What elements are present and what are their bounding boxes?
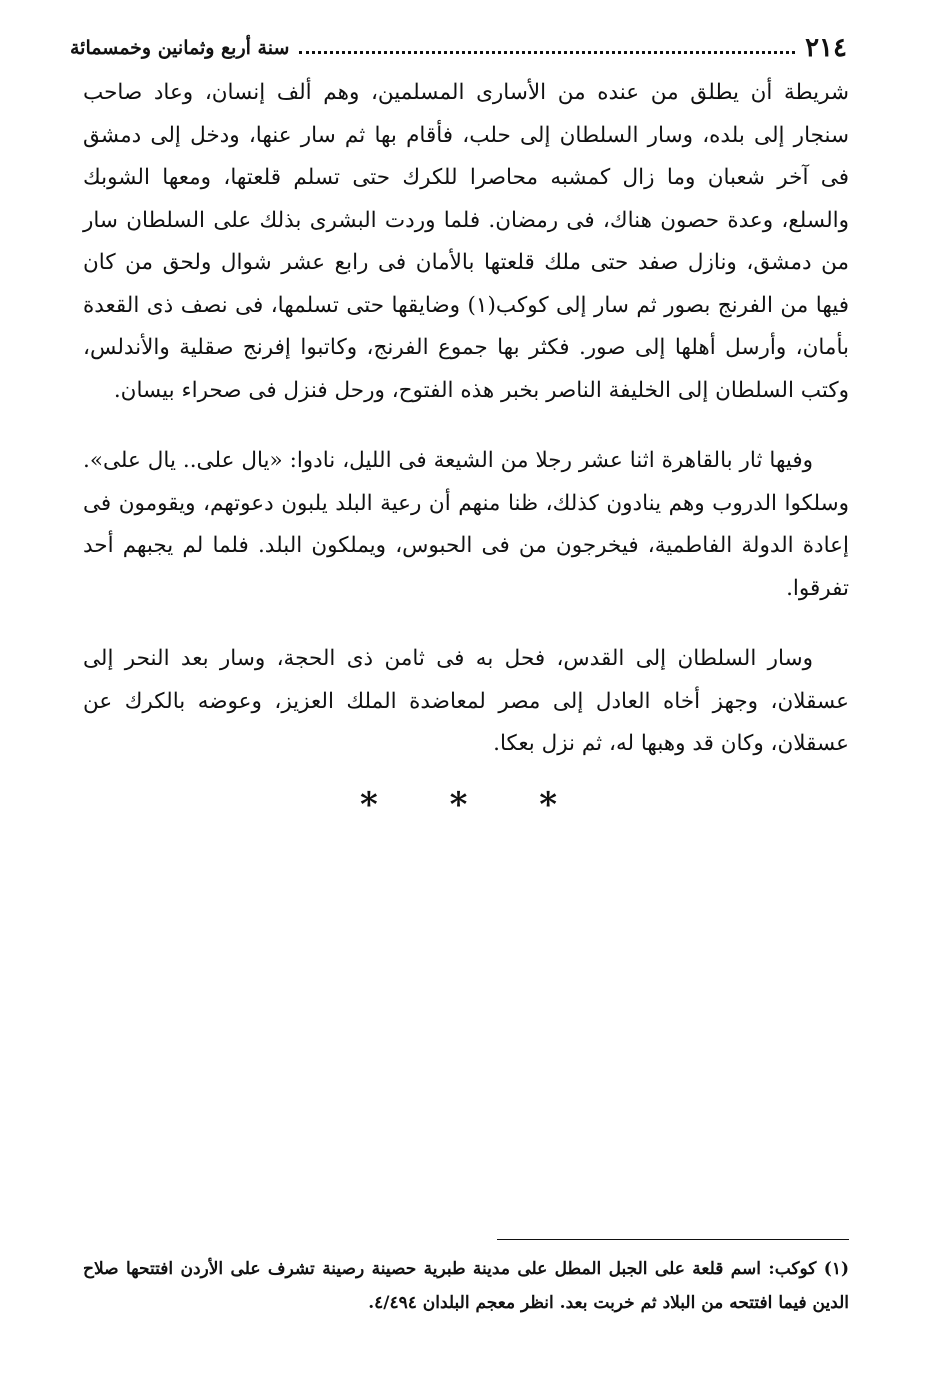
- page-header: [70, 28, 847, 68]
- running-title: سنة أربع وثمانين وخمسمائة: [70, 37, 290, 59]
- body-text: [83, 72, 849, 794]
- paragraph-2: وفيها ثار بالقاهرة اثنا عشر رجلا من الشيعة فى الليل، نادوا: «يال على.. يال على». وسلكوا الدروب وهم ينادون كذلك، ظنا منهم أن رعية البلد يلبون دعوتهم، ويقومون فى إعادة الدولة الفاطمية، فيخرجون من فى الحبوس، ويملكون البلد. فلما لم يجبهم أحد تفرقوا.: [83, 448, 849, 601]
- paragraph-3: وسار السلطان إلى القدس، فحل به فى ثامن ذى الحجة، وسار بعد النحر إلى عسقلان، وجهز أخاه العادل إلى مصر لمعاضدة الملك العزيز، وعوضه بالكرك عن عسقلان، وكان قد وهبها له، ثم نزل بعكا.: [83, 646, 849, 756]
- section-separator: * * *: [359, 785, 587, 825]
- footnote: [83, 1252, 849, 1320]
- footnote-text: (١) كوكب: اسم قلعة على الجبل المطل على مدينة طبرية حصينة رصينة تشرف على الأردن افتتحها صلاح الدين فيما افتتحه من البلاد ثم خربت بعد. انظر معجم البلدان ٤/٤٩٤.: [83, 1259, 849, 1313]
- paragraph-1: شريطة أن يطلق من عنده من الأسارى المسلمين، وهم ألف إنسان، وعاد صاحب سنجار إلى بلده، وسار السلطان إلى حلب، فأقام بها ثم سار عنها، ودخل إلى دمشق فى آخر شعبان وما زال كمشبه محاصرا للكرك حتى تسلم قلعتها، ومعها الشوبك والسلع، وعدة حصون هناك، فى رمضان. فلما وردت البشرى بذلك على السلطان سار من دمشق، ونازل صفد حتى ملك قلعتها بالأمان فى رابع عشر شوال ولحق من كان فيها من الفرنج بصور ثم سار إلى كوكب(١) وضايقها حتى تسلمها، فى نصف ذى القعدة بأمان، وأرسل أهلها إلى صور. فكثر بها جموع الفرنج، وكاتبوا إفرنج صقلية والأندلس، وكتب السلطان إلى الخليفة الناصر بخبر هذه الفتوح، ورحل فنزل فى صحراء بيسان.: [83, 80, 849, 403]
- header-dotted-rule: [299, 51, 795, 54]
- footnote-rule: [497, 1239, 849, 1240]
- page-number: ٢١٤: [805, 33, 847, 63]
